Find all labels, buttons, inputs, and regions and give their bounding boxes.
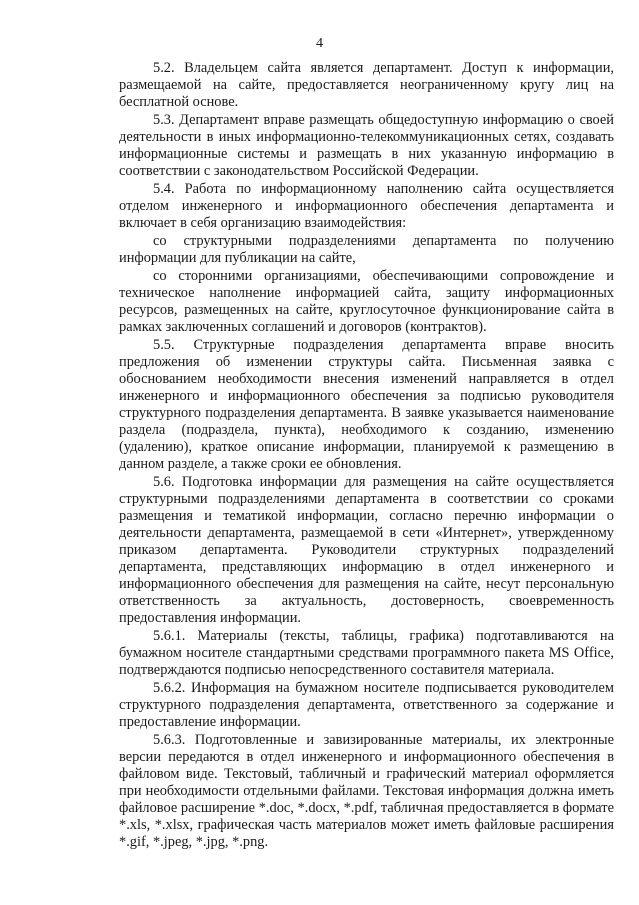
paragraph-5-4: 5.4. Работа по информационному наполнению сайта осуществляется отделом инженерного и информационного обеспечения департамента и включает в себя организацию взаимодействия:	[119, 181, 614, 231]
paragraph-5-4-item-external: со сторонними организациями, обеспечивающими сопровождение и техническое наполнение информацией сайта, защиту информационных ресурсов, размещенных на сайте, круглосуточное функционирование сайта в рамках заключенных соглашений и договоров (контрактов).	[119, 268, 614, 335]
page-number: 4	[316, 36, 323, 51]
paragraph-5-5: 5.5. Структурные подразделения департамента вправе вносить предложения об изменении структуры сайта. Письменная заявка с обоснованием необходимости внесения изменений направляется в отдел инженерного и информационного обеспечения за подписью руководителя структурного подразделения департамента. В заявке указывается наименование раздела (подраздела, пункта), необходимого к созданию, изменению (удалению), краткое описание информации, планируемой к размещению в данном разделе, а также сроки ее обновления.	[119, 337, 614, 472]
paragraph-5-6-3: 5.6.3. Подготовленные и завизированные материалы, их электронные версии передаются в отдел инженерного и информационного обеспечения в файловом виде. Текстовый, табличный и графический материал оформляется при необходимости отдельными файлами. Текстовая информация должна иметь файловое расширение *.doc, *.docx, *.pdf, табличная предоставляется в формате *.xls, *.xlsx, графическая часть материалов может иметь файловые расширения *.gif, *.jpeg, *.jpg, *.png.	[119, 732, 614, 850]
paragraph-5-6-1: 5.6.1. Материалы (тексты, таблицы, графика) подготавливаются на бумажном носителе стандартными средствами программного пакета MS Office, подтверждаются подписью непосредственного составителя материала.	[119, 628, 614, 678]
paragraph-5-6: 5.6. Подготовка информации для размещения на сайте осуществляется структурными подразделениями департамента в соответствии со сроками размещения и тематикой информации, согласно перечню информации о деятельности департамента, размещаемой в сети «Интернет», утвержденному приказом департамента. Руководители структурных подразделений департамента, представляющих информацию в отдел инженерного и информационного обеспечения для размещения на сайте, несут персональную ответственность за актуальность, достоверность, своевременность предоставления информации.	[119, 474, 614, 626]
document-body	[119, 60, 614, 851]
paragraph-5-6-2: 5.6.2. Информация на бумажном носителе подписывается руководителем структурного подразделения департамента, ответственного за содержание и предоставление информации.	[119, 680, 614, 730]
paragraph-5-3: 5.3. Департамент вправе размещать общедоступную информацию о своей деятельности в иных информационно-телекоммуникационных сетях, создавать информационные системы и размещать в них указанную информацию в соответствии с законодательством Российской Федерации.	[119, 112, 614, 179]
paragraph-5-4-item-structural: со структурными подразделениями департамента по получению информации для публикации на сайте,	[119, 233, 614, 266]
paragraph-5-2: 5.2. Владельцем сайта является департамент. Доступ к информации, размещаемой на сайте, предоставляется неограниченному кругу лиц на бесплатной основе.	[119, 60, 614, 110]
